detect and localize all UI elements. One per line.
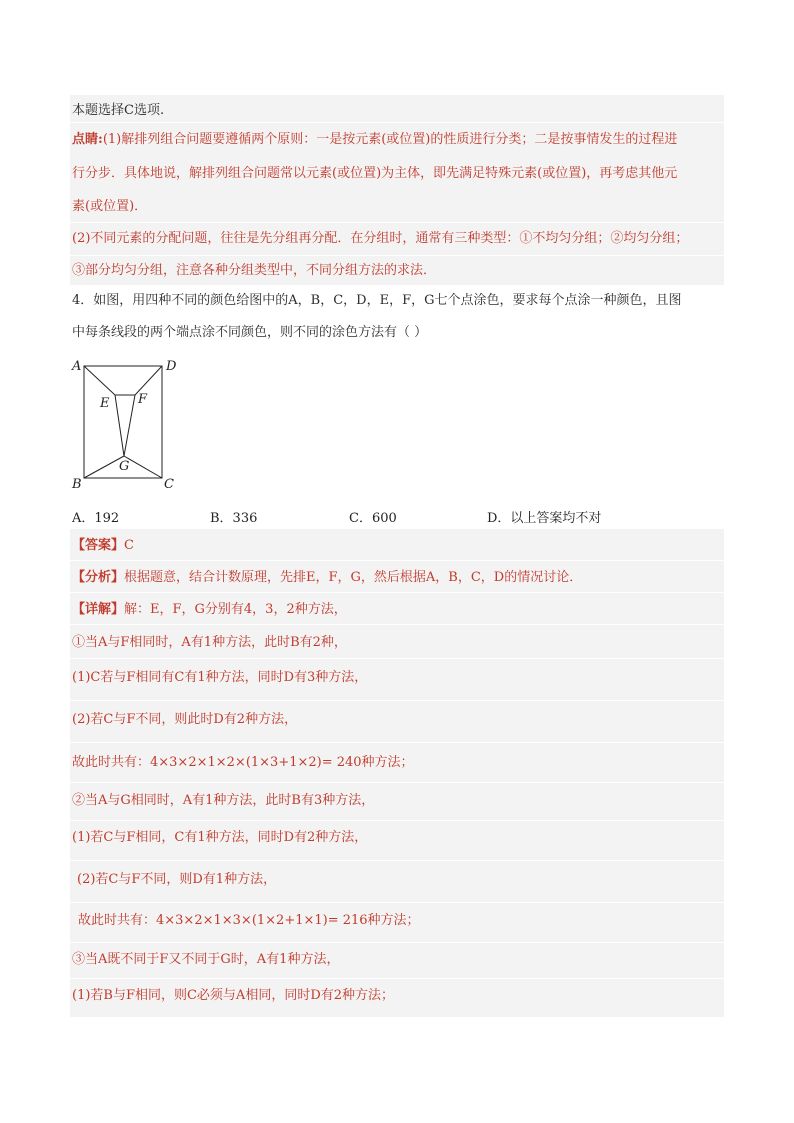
remark-line-1 bbox=[72, 132, 677, 148]
remark-line-5: ③部分均匀分组，注意各种分组类型中，不同分组方法的求法． bbox=[72, 263, 437, 278]
detail-line-1 bbox=[72, 602, 347, 618]
label-G: G bbox=[119, 459, 130, 474]
choose-line: 本题选择C选项. bbox=[72, 103, 165, 118]
remark-block bbox=[70, 95, 724, 285]
edge-F-G bbox=[124, 395, 135, 456]
divider bbox=[70, 560, 724, 561]
detail-text: 解：E，F，G分别有4，3，2种方法， bbox=[124, 602, 347, 617]
detail-line-4: (2)若C与F不同，则此时D有2种方法， bbox=[72, 712, 298, 727]
divider bbox=[70, 592, 724, 593]
edge-E-G bbox=[115, 395, 124, 456]
answer-label: 【答案】 bbox=[72, 538, 125, 553]
label-E: E bbox=[100, 396, 110, 411]
remark-line-4: (2)不同元素的分配问题，往往是先分组再分配．在分组时，通常有三种类型：①不均匀分组；②均匀分组； bbox=[72, 231, 689, 246]
edge-A-E bbox=[84, 366, 115, 395]
divider bbox=[70, 624, 724, 625]
edge-D-F bbox=[135, 366, 162, 395]
remark-line-3: 素(或位置)． bbox=[72, 199, 148, 214]
remark-text: (1)解排列组合问题要遵循两个原则：一是按元素(或位置)的性质进行分类；二是按事情发生的过程进 bbox=[102, 132, 678, 147]
detail-line-7: (1)若C与F相同，C有1种方法，同时D有2种方法， bbox=[72, 830, 368, 845]
detail-line-11: (1)若B与F相同，则C必须与A相同，同时D有2种方法； bbox=[72, 988, 395, 1003]
label-F: F bbox=[138, 392, 148, 407]
analysis-text: 根据题意，结合计数原理，先排E，F，G，然后根据A，B，C，D的情况讨论． bbox=[124, 570, 583, 585]
divider bbox=[70, 820, 724, 821]
detail-line-3: (1)C若与F相同有C有1种方法，同时D有3种方法， bbox=[72, 670, 368, 685]
analysis-line bbox=[72, 570, 582, 586]
label-B: B bbox=[72, 477, 82, 492]
edge-B-G bbox=[84, 456, 124, 478]
label-A: A bbox=[72, 359, 82, 374]
detail-line-10: ③当A既不同于F又不同于G时，A有1种方法， bbox=[72, 952, 340, 967]
option-a: A．192 bbox=[72, 511, 120, 526]
remark-label: 点睛: bbox=[72, 132, 103, 147]
option-b: B．336 bbox=[210, 511, 258, 526]
detail-line-5: 故此时共有：4×3×2×1×2×(1×3+1×2)= 240种方法； bbox=[72, 755, 414, 770]
question-line-1: 4．如图，用四种不同的颜色给图中的A，B，C，D，E，F，G七个点涂色，要求每个点涂一种颜色，且图 bbox=[72, 293, 682, 308]
divider bbox=[70, 942, 724, 943]
label-C: C bbox=[164, 477, 174, 492]
detail-line-6: ②当A与G相同时，A有1种方法，此时B有3种方法， bbox=[72, 793, 375, 808]
divider bbox=[70, 978, 724, 979]
divider bbox=[70, 902, 724, 903]
remark-line-2: 行分步．具体地说，解排列组合问题常以元素(或位置)为主体，即先满足特殊元素(或位置)，再考虑其他元 bbox=[72, 166, 678, 181]
detail-line-2: ①当A与F相同时，A有1种方法，此时B有2种， bbox=[72, 635, 347, 650]
option-d: D．以上答案均不对 bbox=[487, 511, 602, 526]
answer-line bbox=[72, 538, 134, 554]
detail-line-9: 故此时共有：4×3×2×1×3×(1×2+1×1)= 216种方法； bbox=[78, 913, 420, 928]
option-c: C．600 bbox=[349, 511, 397, 526]
detail-line-8: (2)若C与F不同，则D有1种方法， bbox=[77, 872, 277, 887]
question-line-2: 中每条线段的两个端点涂不同颜色，则不同的涂色方法有（ ） bbox=[72, 325, 428, 340]
divider bbox=[70, 782, 724, 783]
divider bbox=[70, 122, 724, 123]
divider bbox=[70, 700, 724, 701]
divider bbox=[70, 860, 724, 861]
divider bbox=[70, 222, 724, 223]
divider bbox=[70, 742, 724, 743]
edge-C-G bbox=[124, 456, 162, 478]
divider bbox=[70, 658, 724, 659]
divider bbox=[70, 255, 724, 256]
label-D: D bbox=[166, 359, 177, 374]
figure-diagram bbox=[68, 352, 188, 492]
analysis-label: 【分析】 bbox=[72, 570, 125, 585]
detail-label: 【详解】 bbox=[72, 602, 125, 617]
answer-value: C bbox=[124, 538, 134, 553]
